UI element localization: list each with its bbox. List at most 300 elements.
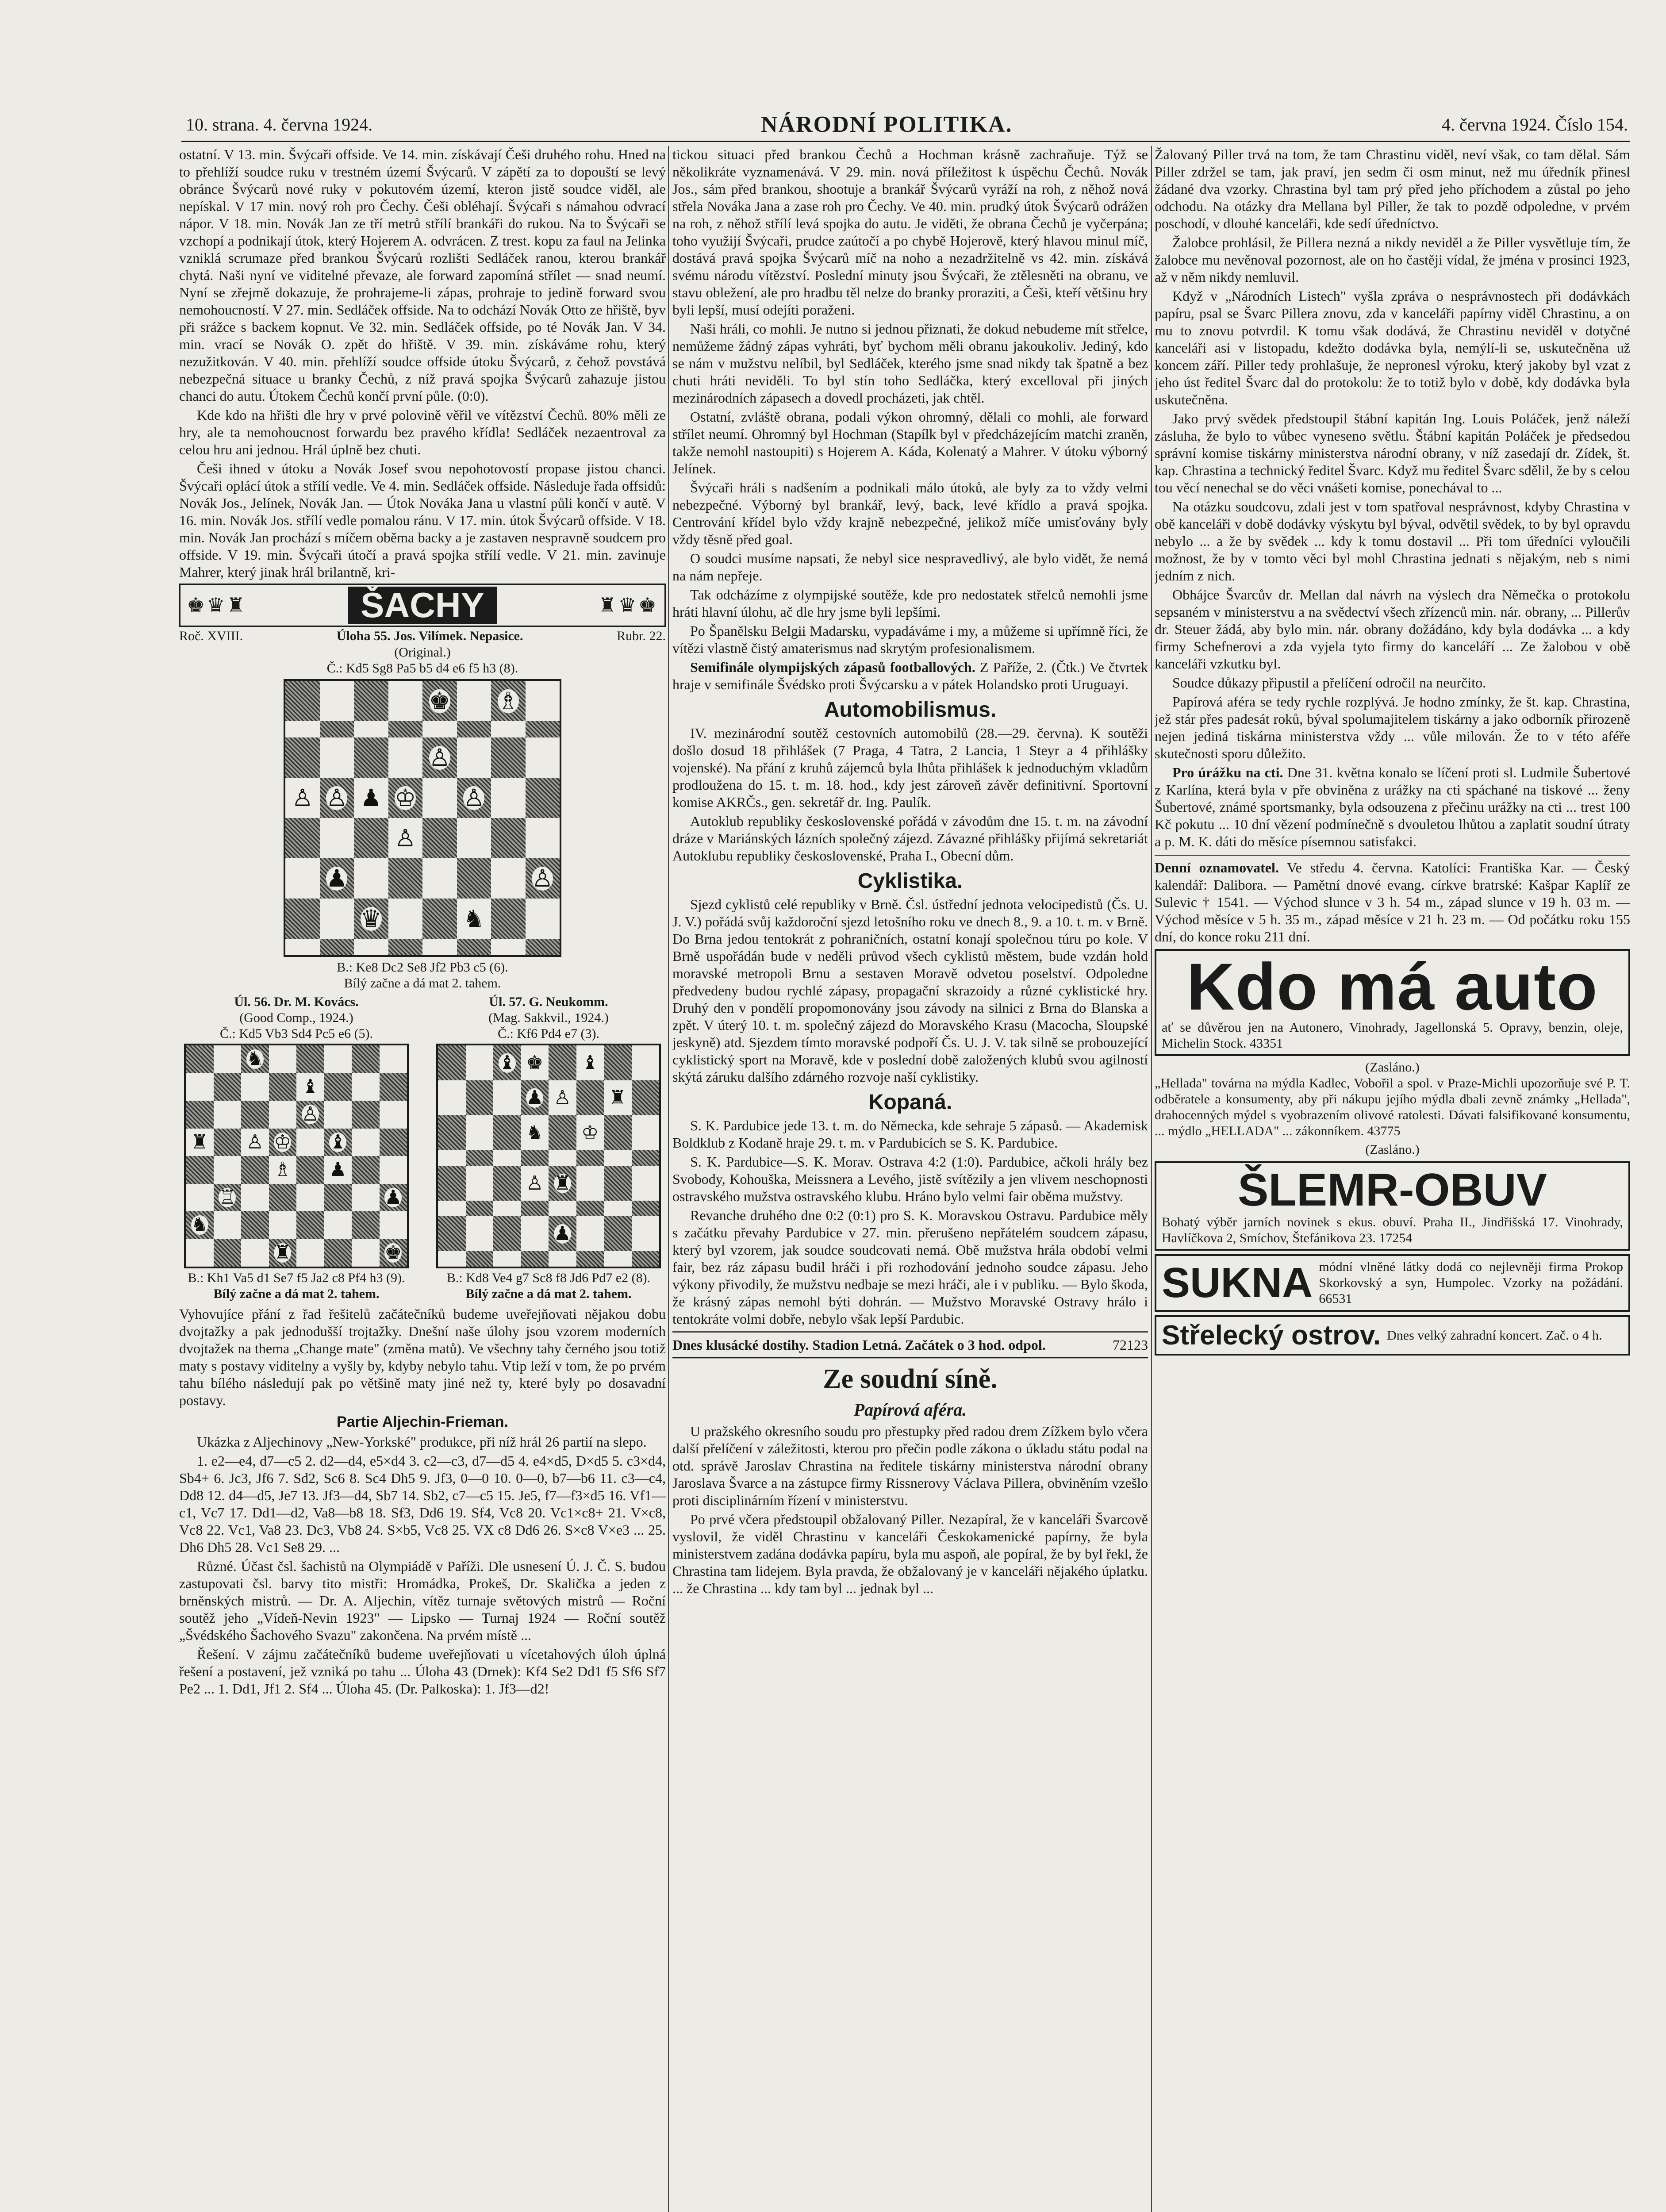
- chess-square: [521, 1166, 549, 1201]
- header-date-left: 10. strana. 4. června 1924.: [186, 115, 373, 134]
- chess-square: [422, 858, 457, 899]
- chess-square: [354, 858, 388, 899]
- article-paragraph: Papírová aféra se tedy rychle rozplývá. Je hodno zmínky, že št. kap. Chrastina, jež stár přes padesát roků, býval spolumajitelem tiskárny a jako odborník přirozeně nejen jediná tiskárna ministerstva vždy ... vůle milován. Že to v této aféře skutečnosti sporu důležito.: [1155, 694, 1630, 761]
- chess-square: [521, 1150, 549, 1166]
- news-brief: [672, 659, 1148, 693]
- chess-square: [521, 1115, 549, 1150]
- chess-square: [438, 1080, 466, 1115]
- news-brief: [1155, 764, 1630, 850]
- zaslano-label: (Zasláno.): [1365, 1142, 1420, 1157]
- chess-square: [493, 1251, 521, 1267]
- chess-piece: ♛: [360, 904, 382, 933]
- chess-piece: ♖: [219, 1186, 236, 1209]
- chess-square: [380, 1073, 407, 1101]
- chess-piece: ♔: [581, 1121, 599, 1144]
- chess-piece: ♚: [526, 1051, 544, 1074]
- chess-square: [352, 1239, 380, 1267]
- chess-square: [521, 1201, 549, 1216]
- chess-square: [604, 1251, 632, 1267]
- chess-square: [422, 899, 457, 939]
- chess-square: [324, 1101, 352, 1129]
- chess-piece: ♜: [553, 1171, 571, 1194]
- chess-square: [576, 1080, 604, 1115]
- ad-stadion-text: Dnes klusácké dostihy. Stadion Letná. Začátek o 3 hod. odpol.: [672, 1337, 1046, 1353]
- chess-square: [241, 1156, 269, 1184]
- chess-square: [632, 1045, 660, 1080]
- chess-square: [380, 1156, 407, 1184]
- ad-kdo-ma-auto: [1155, 949, 1630, 1056]
- chess-problem-subtitle: (Mag. Sakkvil., 1924.): [488, 1010, 609, 1025]
- news-brief-text: Dne 31. května konalo se líčení proti sl. Ludmile Šubertové z Karlína, která byla v pře obviněna z urážky na cti spáchané na tiskové ... ženy Šubertové, známé sportsmanky, byla odsouzena z přečinu urážky na cti ... trest 100 Kč pokutu ... 10 dní vězení podmínečně s dvouletou lhůtou a zaplatit soudní útraty a p. M. K. dáti do měsíce písemnou satisfakci.: [1155, 764, 1630, 849]
- chess-square: [388, 681, 423, 721]
- chess-square: [526, 899, 560, 939]
- chess-problem-57: [431, 994, 666, 1302]
- chess-square: [324, 1239, 352, 1267]
- chess-square: [388, 721, 423, 737]
- chess-problem-subtitle: (Good Comp., 1924.): [239, 1010, 353, 1025]
- chess-board: [284, 679, 561, 957]
- chess-square: [493, 1166, 521, 1201]
- chess-square: [214, 1239, 242, 1267]
- chess-square: [241, 1129, 269, 1156]
- chess-square: [576, 1201, 604, 1216]
- chess-piece: ♝: [301, 1075, 319, 1098]
- chess-piece: ♙: [429, 743, 450, 772]
- chess-square: [493, 1080, 521, 1115]
- chess-square: [466, 1201, 494, 1216]
- chess-square: [493, 1150, 521, 1166]
- ad-headline: SUKNA: [1162, 1259, 1313, 1306]
- chess-square: [352, 1073, 380, 1101]
- chess-square: [324, 1184, 352, 1212]
- article-paragraph: ostatní. V 13. min. Švýcaři offside. Ve 14. min. získávají Češi druhého rohu. Hned na to přehlíží soudce ruku v trestném území Švýcarů. V zápětí za to dopouští se levý obránce Švýcarů nové ruky v pokutovém území, kteron jistě soudce viděl, ale nepískal. V 17 min. nový roh pro Čechy. Češi obléhají. Švýcaři s námahou odvrací nápor. V 18. min. Novák Jan ze tří metrů střílí brankáři do rukou. Na to Švýcaři se vzchopí a podnikají útok, který Hojerem A. odvrácen. Z trest. kopu za faul na Jelinka vzniklá scrumaze před brankou Švýcarů rozlišti Sedláček ranou, kterou brankář chytá. Naši nyní ve viditelné převaze, ale forward zapomíná střílet — snad neumí. Nyní se zřejmě dokazuje, že prohrajeme-li zápas, prohraje to jedině forward svou nemohoucností. V 27. min. Sedláček offside. Na to odchází Novák Otto ze hřiště, byv při srážce s backem kopnut. Ve 32. min. Sedláček offside, po té Novák Jan. V 34. min. vrací se Novák O. zpět do hřiště. V 39. min. získáváme rohu, který nezužitkován. V 40. min. přehlíží soudce offside útoku Švýcarů, z čehož povstává nebezpečná situace u branky Čechů, z níž pravá spojka Švýcarů zahazuje jistou chanci do autu. Útokem Čechů končí první půle. (0:0).: [179, 146, 666, 404]
- chess-white-pieces: Č.: Kf6 Pd4 e7 (3).: [498, 1026, 599, 1041]
- chess-square: [380, 1184, 407, 1212]
- chess-piece: ♜: [609, 1086, 626, 1109]
- chess-square: [285, 939, 320, 955]
- chess-square: [466, 1080, 494, 1115]
- chess-square: [324, 1156, 352, 1184]
- chess-square: [388, 939, 423, 955]
- chess-square: [214, 1211, 242, 1239]
- chess-square: [457, 818, 491, 858]
- chess-piece: ♙: [526, 1171, 544, 1194]
- section-heading-court: Ze soudní síně.: [823, 1364, 998, 1394]
- chess-square: [285, 899, 320, 939]
- chess-square: [354, 818, 388, 858]
- chess-square: [438, 1251, 466, 1267]
- article-paragraph: S. K. Pardubice jede 13. t. m. do Německa, kde sehraje 5 zápasů. — Akademisk Boldklub z Kodaně hraje 29. t. m. v Pardubicích se S. K. Pardubice.: [672, 1118, 1148, 1151]
- column-rule: [668, 146, 669, 2212]
- article-paragraph: Soudce důkazy připustil a přelíčení odročil na neurčito.: [1172, 675, 1486, 691]
- chess-square: [320, 721, 354, 737]
- chess-square: [186, 1211, 214, 1239]
- ad-sukna: [1155, 1254, 1630, 1312]
- article-paragraph: Žalobce prohlásil, že Pillera nezná a nikdy neviděl a že Piller vysvětluje tím, že žalobce mu nevěnoval pozornost, ale on ho častěji vídal, že jména v prosinci 1923, až v něm nikdy nemluvil.: [1155, 234, 1630, 285]
- chess-paragraph: Vyhovujíce přání z řad řešitelů začátečníků budeme uveřejňovati nějakou dobu dvojtažky a pak jednodušší trojtažky. Dnešní naše úlohy jsou vzorem moderních dvojtažek na thema „Change mate" (změna matů). Ve všechny tahy černého jsou totiž maty s postavy viditelny a vyšly by, kdyby nebylo tahu. Vtip leží v tom, že po prvém tahu bílého následují pak po většině maty jiné než ty, které byly po dosavadní postavy.: [179, 1306, 666, 1408]
- chess-problem-56: [179, 994, 414, 1302]
- chess-square: [352, 1101, 380, 1129]
- chess-square: [549, 1216, 576, 1251]
- chess-square: [388, 858, 423, 899]
- chess-square: [296, 1156, 324, 1184]
- chess-piece: ♞: [246, 1048, 264, 1071]
- chess-square: [186, 1239, 214, 1267]
- chess-square: [354, 939, 388, 955]
- chess-square: [604, 1045, 632, 1080]
- chess-square: [269, 1101, 297, 1129]
- chess-square: [285, 721, 320, 737]
- chess-square: [241, 1101, 269, 1129]
- chess-black-pieces: B.: Kd8 Ve4 g7 Sc8 f8 Jd6 Pd7 e2 (8).: [446, 1271, 651, 1285]
- article-paragraph: Kde kdo na hřišti dle hry v prvé polovině věřil ve vítězství Čechů. 80% měli ze hry, ale ta nemohoucnost forwardu bez pravého křídla! Sedláček nezaentroval za celou hru ani jednou. Hrál úplně bez chuti.: [179, 407, 666, 457]
- chess-square: [632, 1251, 660, 1267]
- chess-square: [549, 1166, 576, 1201]
- chess-square: [241, 1045, 269, 1073]
- chess-problem-title: Úl. 57. G. Neukomm.: [489, 995, 608, 1009]
- chess-square: [632, 1201, 660, 1216]
- chess-square: [466, 1115, 494, 1150]
- chess-square: [320, 681, 354, 721]
- chess-square: [285, 818, 320, 858]
- chess-square: [491, 681, 526, 721]
- chess-square: [457, 939, 491, 955]
- chess-square: [632, 1080, 660, 1115]
- article-paragraph: Jako prvý svědek předstoupil štábní kapitán Ing. Louis Poláček, jenž náleží zásluha, že bylo to vůbec vyneseno světlu. Štábní kapitán Poláček je předsedou správní komise tiskárny ministerstva národní obrany, v níž zasedají dr. Zídek, št. kap. Chrastina a technický ředitel Švarc. Když mu ředitel Švarc sdělil, že by s celou tou věcí nenechal se do věci vnášeti komise, ponechával to ...: [1155, 411, 1630, 495]
- daily-almanac-text: Ve středu 4. června. Katolíci: Františka Kar. — Český kalendář: Dalibora. — Pamětní dnové evang. církve bratrské: Kašpar Kaplíř ze Sulevic † 1541. — Východ slunce v 3 h. 54 m., západ slunce v 19 h. 03 m. — Východ měsíce v 5 h. 35 m., západ měsíce v 21 h. 23 m. — Od počátku roku 155 dní, do konce roku 211 dní.: [1155, 860, 1630, 945]
- chess-problem-title: Úl. 56. Dr. M. Kovács.: [234, 995, 359, 1009]
- column-2: [672, 146, 1148, 2212]
- chess-meta-row: [179, 629, 666, 644]
- chess-piece: ♚: [429, 687, 450, 715]
- ad-body: ať se důvěrou jen na Autonero, Vinohrady, Jagellonská 5. Opravy, benzin, oleje, Michelin Stock.: [1162, 1020, 1623, 1051]
- chess-square: [285, 681, 320, 721]
- ad-number: 66531: [1319, 1291, 1352, 1306]
- chess-problem-goal: Bílý začne a dá mat 2. tahem.: [213, 1286, 380, 1301]
- chess-square: [457, 858, 491, 899]
- chess-problem-subtitle: (Original.): [394, 645, 451, 660]
- chess-square: [324, 1129, 352, 1156]
- article-paragraph: Tak odcházíme z olympijské soutěže, kde pro nedostatek střelců nemohli jsme hráti hlavní úlohu, ač dle hry jsme byli lepšími.: [672, 587, 1148, 620]
- chess-square: [186, 1073, 214, 1101]
- daily-almanac-heading: Denní oznamovatel.: [1155, 860, 1279, 876]
- chess-square: [466, 1216, 494, 1251]
- chess-square: [320, 737, 354, 778]
- page-header: [186, 114, 1628, 140]
- zaslano-label: (Zasláno.): [1365, 1060, 1420, 1075]
- chess-square: [296, 1239, 324, 1267]
- chess-square: [604, 1080, 632, 1115]
- section-heading-cyklistika: Cyklistika.: [857, 869, 963, 893]
- chess-pieces-decoration: ♚♛♜: [187, 594, 247, 617]
- chess-board: [436, 1044, 661, 1268]
- chess-paragraph: Různé. Účast čsl. šachistů na Olympiádě v Paříži. Dle usnesení Ú. J. Č. S. budou zastupovati čsl. barvy tito mistři: Hromádka, Prokeš, Dr. Skalička a jeden z brněnských mistrů. — Dr. A. Aljechin, vítěz turnaje světových mistrů — Roční soutěž jeho „Vídeň-Nevin 1923" — Lipsko — Turnaj 1924 — Roční soutěž „Švédského Šachového Svazu" zakončena. Na prvém místě ...: [179, 1558, 666, 1643]
- chess-square: [632, 1150, 660, 1166]
- ad-text: [1319, 1259, 1623, 1307]
- chess-square: [214, 1045, 242, 1073]
- article-paragraph: U pražského okresního soudu pro přestupky před radou drem Zížkem bylo včera další přelíčení v záležitosti, kterou pro přečin podle zákona o úkladu státu podal na otd. správě Jaroslav Chrastina na ředitele tiskárny ministerstva národní obrany Jaroslava Švarce a na zástupce firmy Rissnerovy Václava Pillera, obviněním vzešlo proti disciplinárním řízení v ministerstvu.: [672, 1423, 1148, 1508]
- chess-square: [269, 1184, 297, 1212]
- chess-square: [526, 721, 560, 737]
- chess-square: [604, 1115, 632, 1150]
- chess-piece: ♟: [384, 1186, 402, 1209]
- chess-square: [296, 1129, 324, 1156]
- chess-square: [296, 1045, 324, 1073]
- chess-square: [457, 721, 491, 737]
- chess-square: [491, 818, 526, 858]
- chess-square: [324, 1045, 352, 1073]
- chess-piece: ♙: [326, 783, 348, 812]
- header-rule: [181, 141, 1630, 142]
- chess-piece: ♙: [292, 783, 313, 812]
- chess-square: [422, 737, 457, 778]
- ad-body: Bohatý výběr jarních novinek s ekus. obuví. Praha II., Jindřišská 17. Vinohrady, Havlíčkova 2, Smíchov, Štefánikova 23.: [1162, 1215, 1623, 1245]
- chess-square: [285, 778, 320, 818]
- ad-body: Dnes velký zahradní koncert. Zač. o 4 h.: [1387, 1328, 1602, 1343]
- chess-black-pieces: B.: Kh1 Va5 d1 Se7 f5 Ja2 c8 Pf4 h3 (9).: [188, 1271, 405, 1285]
- chess-square: [457, 778, 491, 818]
- ad-text: [1162, 1214, 1623, 1246]
- chess-square: [438, 1166, 466, 1201]
- chess-piece: ♟: [326, 864, 348, 892]
- chess-square: [422, 778, 457, 818]
- chess-square: [422, 939, 457, 955]
- section-heading-kopana: Kopaná.: [868, 1091, 952, 1114]
- chess-square: [457, 681, 491, 721]
- article-paragraph: Po Španělsku Belgii Madarsku, vypadáváme i my, a můžeme si upřímně říci, že vítězi vlastně čistý amaterismus nad skrytým profesionalismem.: [672, 623, 1148, 656]
- chess-square: [549, 1150, 576, 1166]
- chess-piece: ♔: [395, 783, 416, 812]
- chess-square: [526, 681, 560, 721]
- news-brief-heading: Pro úrážku na cti.: [1172, 764, 1283, 780]
- article-paragraph: tickou situaci před brankou Čechů a Hochman krásně zachraňuje. Týž se několikráte vyznamenává. V 29. min. nová příležitost k úspěchu Čechů. Novák Jos., sám před brankou, shootuje a brankář Švýcarů vyráží na roh, z něhož nová střela Nováka Jana a zase roh pro Čechy. Ve 40. min. prudký útok Švýcarů odrážen na roh, z něhož střílí levá spojka do autu. Je viděti, že obrana Čechů je vyčerpána; toho využijí Švýcaři, prudce zaútočí a po chybě Hojerově, který hlavou minul míč, dostává pravá spojka Švýcarů míč na noho a nezadržitelně vs 42. min. získává svému národu vítězství. Poslední minuty jsou Švýcaři, že ztělesněti na obranu, ve stavu obležení, ale pro hradbu těl nelze do branky proraziti, a Češi, kteří většinu hry byli lepší, musí odejíti poraženi.: [672, 146, 1148, 318]
- chess-square: [466, 1150, 494, 1166]
- chess-square: [352, 1045, 380, 1073]
- chess-square: [632, 1166, 660, 1201]
- chess-square: [521, 1080, 549, 1115]
- chess-square: [526, 737, 560, 778]
- chess-year: Roč. XVIII.: [179, 629, 243, 643]
- article-paragraph: Naši hráli, co mohli. Je nutno si jednou přiznati, že dokud nebudeme mít střelce, nemůžeme žádný zápas vyhráti, byť bychom měli obranu jakoukoliv. Jediný, kdo se nám v mužstvu nelíbil, byl Sedláček, kterého jsme snad nikdy tak špatně a bez chuti hráti neviděli. To byl stín toho Sedláčka, který excelloval při jiných mezinárodních zápasech a dovedl procházeti, jak chtěl.: [672, 321, 1148, 406]
- chess-square: [526, 939, 560, 955]
- chess-piece: ♙: [463, 783, 485, 812]
- column-rule: [1151, 146, 1152, 2212]
- chess-square: [576, 1216, 604, 1251]
- chess-square: [354, 778, 388, 818]
- chess-square: [491, 721, 526, 737]
- divider: [672, 1357, 1148, 1359]
- chess-square: [380, 1045, 407, 1073]
- article-paragraph: Po prvé včera předstoupil obžalovaný Piller. Nezapíral, že v kanceláři Švarcově vyslovil, že viděl Chrastinu v kanceláři Českokamenické papírny, že byla ministerstvem zadána dodávka papíru, byla mu aspoň, ale popíral, že by byl řekl, že Chrastina tam lidejem. Byla pravda, že obžalovaný je v kanceláři nějakého úplatku. ... že Chrastina ... kdy tam byl ... jednak byl ...: [672, 1511, 1148, 1596]
- chess-square: [491, 737, 526, 778]
- chess-square: [269, 1073, 297, 1101]
- chess-square: [380, 1239, 407, 1267]
- chess-problem-goal: Bílý začne a dá mat 2. tahem.: [465, 1286, 632, 1301]
- chess-square: [352, 1156, 380, 1184]
- chess-square: [604, 1150, 632, 1166]
- article-subheading: Papírová aféra.: [853, 1400, 967, 1420]
- chess-square: [526, 778, 560, 818]
- chess-square: [493, 1216, 521, 1251]
- chess-piece: ♟: [526, 1086, 544, 1109]
- chess-piece: ♝: [498, 1051, 516, 1074]
- chess-square: [354, 721, 388, 737]
- chess-square: [269, 1211, 297, 1239]
- chess-square: [186, 1129, 214, 1156]
- chess-piece: ♙: [395, 824, 416, 852]
- chess-square: [604, 1166, 632, 1201]
- chess-problem-pair: [179, 994, 666, 1302]
- ad-hellada: [1155, 1075, 1630, 1139]
- chess-square: [521, 1251, 549, 1267]
- chess-square: [214, 1156, 242, 1184]
- header-issue-right: 4. června 1924. Číslo 154.: [1441, 115, 1628, 134]
- chess-square: [352, 1184, 380, 1212]
- article-paragraph: Švýcaři hráli s nadšením a podnikali málo útoků, ale byly za to vždy velmi nebezpečné. Výborný byl brankář, levý, back, levé křídlo a pravá spojka. Centrování křídel bylo vždy krajně nebezpečné, jelikož míče umisťovány byly vždy těsně před goal.: [672, 480, 1148, 547]
- divider: [1155, 854, 1630, 856]
- ad-slemr: [1155, 1161, 1630, 1251]
- chess-piece: ♙: [301, 1103, 319, 1126]
- chess-square: [549, 1251, 576, 1267]
- chess-piece: ♟: [360, 783, 382, 812]
- chess-square: [214, 1073, 242, 1101]
- chess-piece: ♜: [191, 1130, 208, 1153]
- chess-square: [576, 1166, 604, 1201]
- article-paragraph: O soudci musíme napsati, že nebyl sice nespravedlivý, ale bylo vidět, že nemá na nám nepřeje.: [672, 550, 1148, 584]
- ad-number: 43351: [1250, 1036, 1283, 1051]
- chess-square: [269, 1156, 297, 1184]
- chess-square: [380, 1211, 407, 1239]
- chess-square: [352, 1129, 380, 1156]
- ad-headline: ŠLEMR-OBUV: [1237, 1164, 1547, 1216]
- divider: [672, 1331, 1148, 1333]
- chess-square: [549, 1115, 576, 1150]
- chess-square: [324, 1073, 352, 1101]
- chess-square: [186, 1045, 214, 1073]
- daily-almanac: [1155, 859, 1630, 945]
- ad-stadion-number: 72123: [1113, 1337, 1148, 1353]
- column-1: [179, 146, 666, 2212]
- chess-square: [285, 737, 320, 778]
- chess-piece: ♟: [329, 1158, 347, 1181]
- chess-square: [491, 858, 526, 899]
- ad-number: 43775: [1367, 1124, 1401, 1138]
- chess-square: [214, 1184, 242, 1212]
- chess-square: [285, 858, 320, 899]
- chess-paragraph: Ukázka z Aljechinovy „New-Yorkské" produkce, při níž hrál 26 partií na slepo.: [197, 1434, 647, 1450]
- chess-square: [466, 1166, 494, 1201]
- chess-problem-goal: Bílý začne a dá mat 2. tahem.: [344, 976, 501, 991]
- chess-square: [491, 778, 526, 818]
- ad-strelecky-ostrov: [1155, 1315, 1630, 1356]
- chess-piece: ♞: [526, 1121, 544, 1144]
- chess-board: [184, 1044, 409, 1268]
- article-paragraph: Sjezd cyklistů celé republiky v Brně. Čsl. ústřední jednota velocipedistů (Čs. U. J. V.) pořádá svůj každoroční sjezd letošního roku ve dnech 8., 9. a 10. t. m. v Brně. Do Brna jedou tentokrát z pohraničních, ostatní konají společnou túru po kole. V Brně uspořádán bude v neděli průvod všech cyklistů městem, bude vzdán hold moravské metropoli Brnu a sestaven Moravě odvetou poselství. Odpoledne předvedeny budou rychlé zápasy, propagační skrazoidy a různé cyklistické hry. Druhý den v pondělí propomonovány jsou závody na silnici z Brna do Blanska a zpět. V úterý 10. t. m. společný zájezd do Moravského Krasu (Macocha, Sloupské jeskyně) atd. Sjezdem tímto moravské podpoří Čs. U. J. V. tak silně se probouzející cyklistický sport na Moravě, kde v poslední době založených klubů svou agilností skýtá záruku dalšího zdárného rozvoje naší cyklistiky.: [672, 896, 1148, 1085]
- chess-square: [388, 778, 423, 818]
- chess-square: [576, 1251, 604, 1267]
- ad-text: [1162, 1020, 1623, 1052]
- chess-square: [296, 1184, 324, 1212]
- chess-piece: ♙: [532, 864, 553, 892]
- chess-piece: ♞: [191, 1214, 208, 1237]
- chess-square: [324, 1211, 352, 1239]
- article-paragraph: Revanche druhého dne 0:2 (0:1) pro S. K. Moravskou Ostravu. Pardubice měly s začátku převahy Pardubice v 27. min. přerušeno nepřátelém soudcem zápasu, který byl vzorem, jak soudce soudcovati nemá. Obě mužstva hrála období velmi fair, bez ráz zápasu budil hráči i při rozhodování jednoho soudce zápasu. Jeho výkony přivodily, že mužstvu nedbaje se mezi hráči, ale i v publiku. — Bylo škoda, že krásný zápas nemohl býti dohrán. — Mužstvo Moravské Ostravy hrálo i tentokráte volmi dobře, nebylo však lepší Pardubic.: [672, 1207, 1148, 1327]
- chess-square: [521, 1045, 549, 1080]
- chess-square: [241, 1184, 269, 1212]
- chess-section-title: ŠACHY: [348, 587, 497, 624]
- chess-piece: ♗: [497, 687, 519, 715]
- chess-square: [549, 1045, 576, 1080]
- chess-piece: ♔: [274, 1130, 292, 1153]
- news-brief-text: Z Paříže, 2. (Čtk.) Ve čtvrtek hraje v semifinále Švédsko proti Švýcarsku a v pátek Holandsko proti Uruguayi.: [672, 659, 1148, 692]
- chess-square: [549, 1201, 576, 1216]
- chess-square: [457, 899, 491, 939]
- news-brief-heading: Semifinále olympijských zápasů footballových.: [690, 659, 975, 675]
- chess-square: [549, 1080, 576, 1115]
- chess-square: [466, 1251, 494, 1267]
- chess-square: [388, 899, 423, 939]
- chess-piece: ♞: [463, 904, 485, 933]
- article-paragraph: Češi ihned v útoku a Novák Josef svou nepohotovostí propase jistou chanci. Švýcaři oplácí útok a střílí vedle. Ve 4. min. Sedláček offside. Následuje řada offsidů: Novák Jos., Jelínek, Novák Jan. — Útok Nováka Jana u vlastní půli končí v autě. V 16. min. Novák Jos. střílí vedle pomalou ránu. V 17. min. útok Švýcarů offside. V 18. min. Novák Jan prochází s míčem oběma backy a je zastaven nespravně soudcem pro offside. V 19. min. Švýcaři útočí a pravá spojka střílí vedle. V 21. min. zavinuje Mahrer, který jinak hrál brilantně, kri-: [179, 461, 666, 580]
- chess-square: [438, 1150, 466, 1166]
- article-paragraph: S. K. Pardubice—S. K. Morav. Ostrava 4:2 (1:0). Pardubice, ačkoli hrály bez Svobody, Kohouška, Meissnera a Levého, jistě svítězily a jen vlivem neschopnosti ostravského mužstva ostravského klubu. Hráno bylo velmi fair oběma mužstvy.: [672, 1154, 1148, 1204]
- chess-rubrika: Rubr. 22.: [617, 629, 666, 643]
- chess-square: [422, 721, 457, 737]
- chess-square: [380, 1129, 407, 1156]
- chess-square: [457, 737, 491, 778]
- chess-square: [388, 737, 423, 778]
- chess-square: [352, 1211, 380, 1239]
- chess-paragraph: 1. e2—e4, d7—c5 2. d2—d4, e5×d4 3. c2—c3, d7—d5 4. e4×d5, D×d5 5. c3×d4, Sb4+ 6. Jc3, Jf6 7. Sd2, Sc6 8. Sc4 Dh5 9. Jf3, 0—0 10. 0—0, b7—b6 11. c3—c4, Dd8 12. d4—d5, Je7 13. Jf3—d4, Sb7 14. Sb2, c7—c5 15. Je5, f7—f3×d5 16. Vf1—c1, Vc7 17. Dd1—d2, Va8—b8 18. Sf3, Dd6 19. Sf4, Vc8 20. Vc1×c8+ 21. V×c8, Vc8 22. Vc1, Va8 23. Dc3, Vb8 24. S×b5, Vc8 25. VX c8 Dd6 26. S×c8 V×e3 ... 25. Dh6 Dh5 28. Vc1 Se8 29. ...: [179, 1453, 666, 1555]
- chess-square: [604, 1216, 632, 1251]
- chess-square: [526, 858, 560, 899]
- article-paragraph: Žalovaný Piller trvá na tom, že tam Chrastinu viděl, neví však, co tam dělal. Sám Piller zdržel se tam, jak praví, jen sedm či osm minut, než mu úředník přinesl žádané dva vzorky. Chrastina byl tam prý před jeho příchodem a zůstal po jeho odchodu. Na otázky dra Mellana byl Piller, že tak to pozdě odpoledne, v prvém poschodí, v dlouhé kanceláři, kde sedí úředníctvo.: [1155, 146, 1630, 231]
- column-3: [1155, 146, 1630, 2212]
- chess-square: [422, 681, 457, 721]
- chess-square: [354, 737, 388, 778]
- chess-square: [493, 1045, 521, 1080]
- chess-piece: ♜: [274, 1241, 292, 1264]
- article-paragraph: Když v „Národních Listech" vyšla zpráva o nesprávnostech při dodávkách papíru, psal se Švarc Pillera znovu, zda v kanceláři papírny viděl Chrastinu, a on mu to znovu potvrdil. K tomu však dodává, že Chrastinu neviděl v dotyčné kanceláři asi v listopadu, kdežto dodávka byla, nemýlí-li se, uskutečněna už koncem září. Piller tedy prohlašuje, že nepronesl výroku, který jakoby byl vzat z jeho úst ředitel Švarc dal do protokolu: že to totiž bylo v době, kdy dodávka byla uskutečněna.: [1155, 288, 1630, 407]
- ad-body: módní vlněné látky dodá co nejlevněji firma Prokop Skorkovský a syn, Humpolec. Vzorky na požádání.: [1319, 1260, 1623, 1290]
- chess-square: [438, 1216, 466, 1251]
- chess-square: [296, 1211, 324, 1239]
- chess-square: [320, 858, 354, 899]
- chess-square: [269, 1239, 297, 1267]
- chess-square: [526, 818, 560, 858]
- section-heading-automobilismus: Automobilismus.: [824, 698, 997, 722]
- chess-white-pieces: Č.: Kd5 Sg8 Pa5 b5 d4 e6 f5 h3 (8).: [326, 661, 518, 676]
- chess-square: [388, 818, 423, 858]
- chess-square: [186, 1101, 214, 1129]
- chess-piece: ♙: [246, 1130, 264, 1153]
- chess-square: [320, 818, 354, 858]
- chess-square: [380, 1101, 407, 1129]
- chess-square: [632, 1216, 660, 1251]
- chess-square: [491, 939, 526, 955]
- ad-stadion: [672, 1336, 1148, 1354]
- ad-headline: Střelecký ostrov.: [1162, 1320, 1381, 1351]
- chess-square: [186, 1184, 214, 1212]
- chess-square: [466, 1045, 494, 1080]
- chess-square: [438, 1201, 466, 1216]
- chess-square: [354, 899, 388, 939]
- chess-piece: ♚: [384, 1241, 402, 1264]
- chess-square: [241, 1211, 269, 1239]
- chess-piece: ♗: [274, 1158, 292, 1181]
- chess-square: [186, 1156, 214, 1184]
- chess-square: [604, 1201, 632, 1216]
